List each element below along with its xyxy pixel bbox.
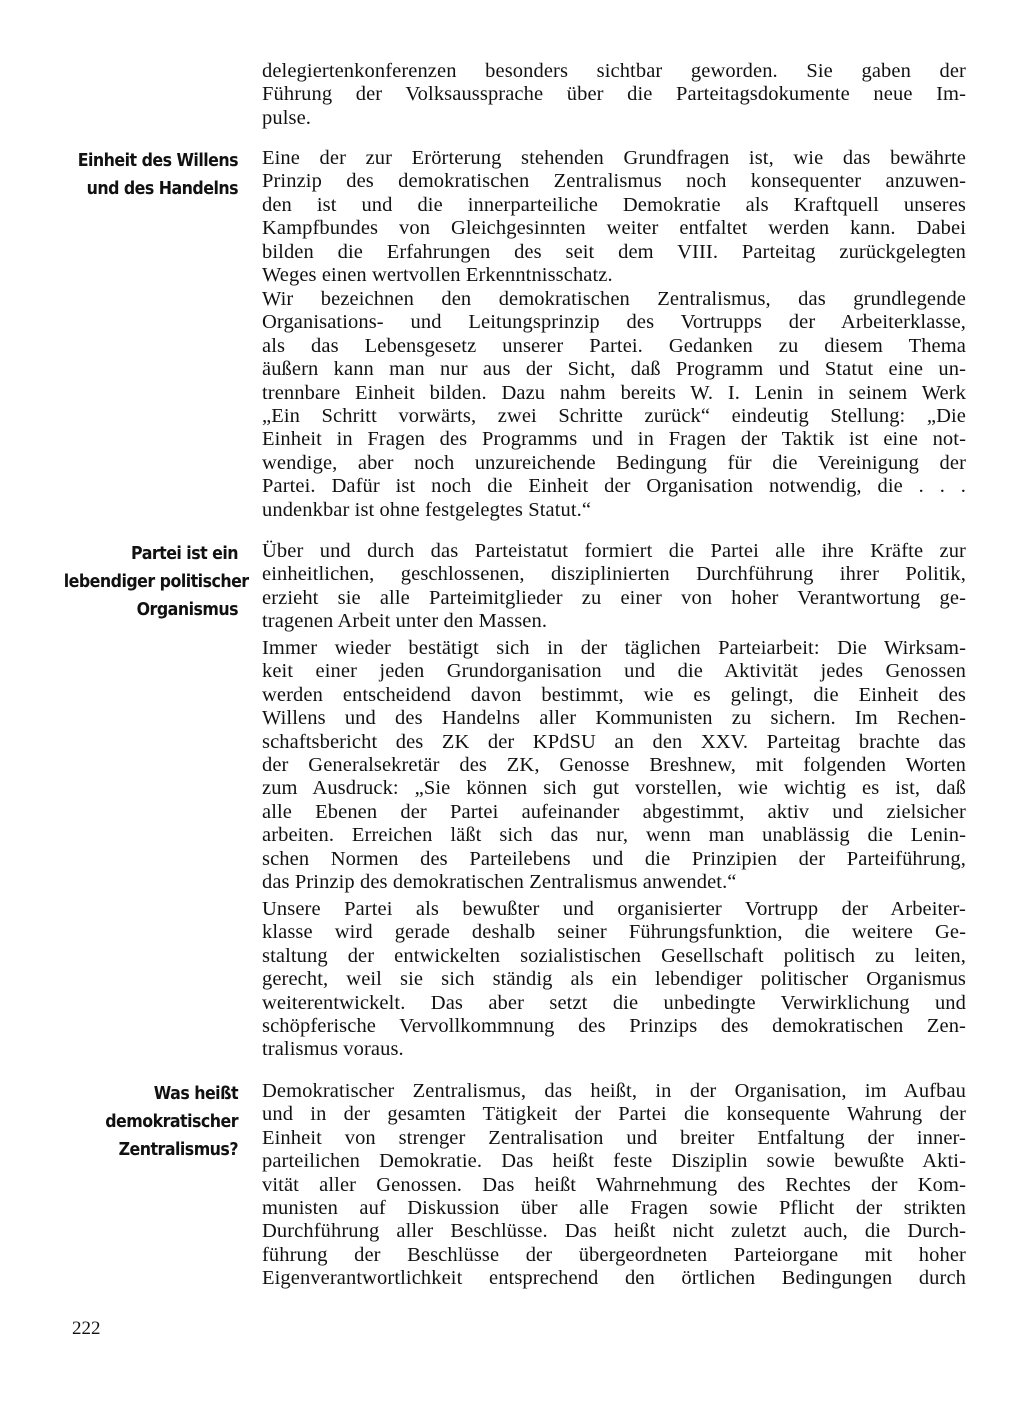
text-line: Wir bezeichnen den demokratischen Zentralismus, das grundlegende	[262, 288, 966, 310]
text-line: munisten auf Diskussion über alle Fragen sowie Pflicht der strikten	[262, 1196, 966, 1219]
marginal-heading-unity-of-will	[64, 147, 238, 203]
text-line: Weges einen wertvollen Erkenntnisschatz.	[262, 263, 613, 286]
marginal-heading-line: Organismus	[136, 599, 238, 620]
text-line: tragenen Arbeit unter den Massen.	[262, 610, 548, 633]
text-line: und in der gesamten Tätigkeit der Partei die konsequente Wahrung der	[262, 1103, 966, 1126]
text-line: schen Normen des Parteilebens und die Prinzipien der Parteiführung,	[262, 847, 966, 870]
marginal-heading-line: lebendiger politischer	[63, 571, 249, 592]
text-line: äußern kann man nur aus der Sicht, daß Programm und Statut eine un-	[262, 358, 966, 381]
text-line: Führung der Volksaussprache über die Parteitagsdokumente neue Im-	[262, 83, 966, 106]
text-line: Kampfbundes von Gleichgesinnten weiter entfaltet werden kann. Dabei	[262, 217, 966, 240]
marginal-heading-democratic-centralism	[64, 1080, 238, 1164]
text-line: pulse.	[262, 106, 311, 129]
text-line: „Ein Schritt vorwärts, zwei Schritte zurück“ eindeutig Stellung: „Die	[262, 404, 966, 427]
text-line: werden entscheidend davon bestimmt, wie es gelingt, die Einheit des	[262, 683, 966, 706]
text-line: Partei. Dafür ist noch die Einheit der Organisation notwendig, die . . .	[262, 475, 966, 498]
text-line: Über und durch das Parteistatut formiert die Partei alle ihre Kräfte zur	[262, 540, 966, 562]
text-line: gerecht, weil sie sich ständig als ein lebendiger politischer Organismus	[262, 968, 966, 991]
text-line: klasse wird gerade deshalb seiner Führungsfunktion, die weitere Ge-	[262, 921, 966, 944]
marginal-heading-line: demokratischer	[105, 1111, 238, 1132]
text-line: Willens und des Handelns aller Kommunisten zu sichern. Im Rechen-	[262, 707, 966, 730]
text-line: Durchführung aller Beschlüsse. Das heißt nicht zuletzt auch, die Durch-	[262, 1220, 966, 1243]
text-line: tralismus voraus.	[262, 1038, 404, 1061]
text-line: erzieht sie alle Parteimitglieder zu einer von hoher Verantwortung ge-	[262, 586, 966, 609]
text-line: wendige, aber noch unzureichende Bedingung für die Vereinigung der	[262, 451, 966, 474]
text-line: vität aller Genossen. Das heißt Wahrnehmung des Rechtes der Kom-	[262, 1173, 966, 1196]
page-number: 222	[72, 1318, 101, 1339]
text-line: Demokratischer Zentralismus, das heißt, in der Organisation, im Aufbau	[262, 1080, 966, 1102]
text-line: einheitlichen, geschlossenen, disziplinierten Durchführung ihrer Politik,	[262, 563, 966, 586]
body-paragraph	[262, 147, 966, 287]
text-line: Einheit von strenger Zentralisation und breiter Entfaltung der inner-	[262, 1126, 966, 1149]
marginal-heading-line: und des Handelns	[86, 178, 238, 199]
marginal-heading-line: Zentralismus?	[118, 1139, 238, 1160]
text-line: schaftsbericht des ZK der KPdSU an den XXV. Parteitag brachte das	[262, 730, 966, 753]
text-line: führung der Beschlüsse der übergeordneten Parteiorgane mit hoher	[262, 1243, 966, 1266]
text-line: delegiertenkonferenzen besonders sichtbar geworden. Sie gaben der	[262, 60, 966, 82]
text-line: Prinzip des demokratischen Zentralismus noch konsequenter anzuwen-	[262, 170, 966, 193]
text-line: Organisations- und Leitungsprinzip des Vortrupps der Arbeiterklasse,	[262, 311, 966, 334]
text-line: keit einer jeden Grundorganisation und die Aktivität jedes Genossen	[262, 660, 966, 683]
text-line: zum Ausdruck: „Sie können sich gut vorstellen, wie wichtig es ist, daß	[262, 777, 966, 800]
text-line: bilden die Erfahrungen des seit dem VIII. Parteitag zurückgelegten	[262, 240, 966, 263]
marginal-heading-line: Was heißt	[153, 1083, 238, 1104]
marginal-heading-living-organism	[63, 540, 249, 624]
text-line: der Generalsekretär des ZK, Genosse Breshnew, mit folgenden Worten	[262, 753, 966, 776]
text-line: arbeiten. Erreichen läßt sich das nur, wenn man unablässig die Lenin-	[262, 824, 966, 847]
text-line: als das Lebensgesetz unserer Partei. Gedanken zu diesem Thema	[262, 334, 966, 357]
text-line: alle Ebenen der Partei aufeinander abgestimmt, aktiv und zielsicher	[262, 800, 966, 823]
marginal-heading-line: Einheit des Willens	[77, 150, 238, 171]
body-paragraph	[262, 637, 966, 894]
text-line: das Prinzip des demokratischen Zentralismus anwendet.“	[262, 870, 737, 893]
text-line: staltung der entwickelten sozialistischen Gesellschaft politisch zu leiten,	[262, 944, 966, 967]
marginal-heading-line: Partei ist ein	[131, 543, 238, 564]
body-paragraph	[262, 288, 966, 522]
text-line: Einheit in Fragen des Programms und in Fragen der Taktik ist eine not-	[262, 428, 966, 451]
text-line: Eigenverantwortlichkeit entsprechend den örtlichen Bedingungen durch	[262, 1267, 966, 1290]
text-line: schöpferische Vervollkommnung des Prinzips des demokratischen Zen-	[262, 1014, 966, 1037]
text-line: undenkbar ist ohne festgelegtes Statut.“	[262, 498, 592, 521]
body-paragraph	[262, 898, 966, 1062]
text-line: trennbare Einheit bilden. Dazu nahm bereits W. I. Lenin in seinem Werk	[262, 381, 966, 404]
text-line: weiterentwickelt. Das aber setzt die unbedingte Verwirklichung und	[262, 991, 966, 1014]
text-line: Eine der zur Erörterung stehenden Grundfragen ist, wie das bewährte	[262, 147, 966, 169]
body-paragraph	[262, 540, 966, 634]
text-line: den ist und die innerparteiliche Demokratie als Kraftquell unseres	[262, 193, 966, 216]
text-line: Unsere Partei als bewußter und organisierter Vortrupp der Arbeiter-	[262, 898, 966, 920]
body-paragraph	[262, 1080, 966, 1291]
body-paragraph	[262, 60, 966, 130]
text-line: Immer wieder bestätigt sich in der täglichen Parteiarbeit: Die Wirksam-	[262, 637, 966, 659]
text-line: parteilichen Demokratie. Das heißt feste Disziplin sowie bewußte Akti-	[262, 1150, 966, 1173]
